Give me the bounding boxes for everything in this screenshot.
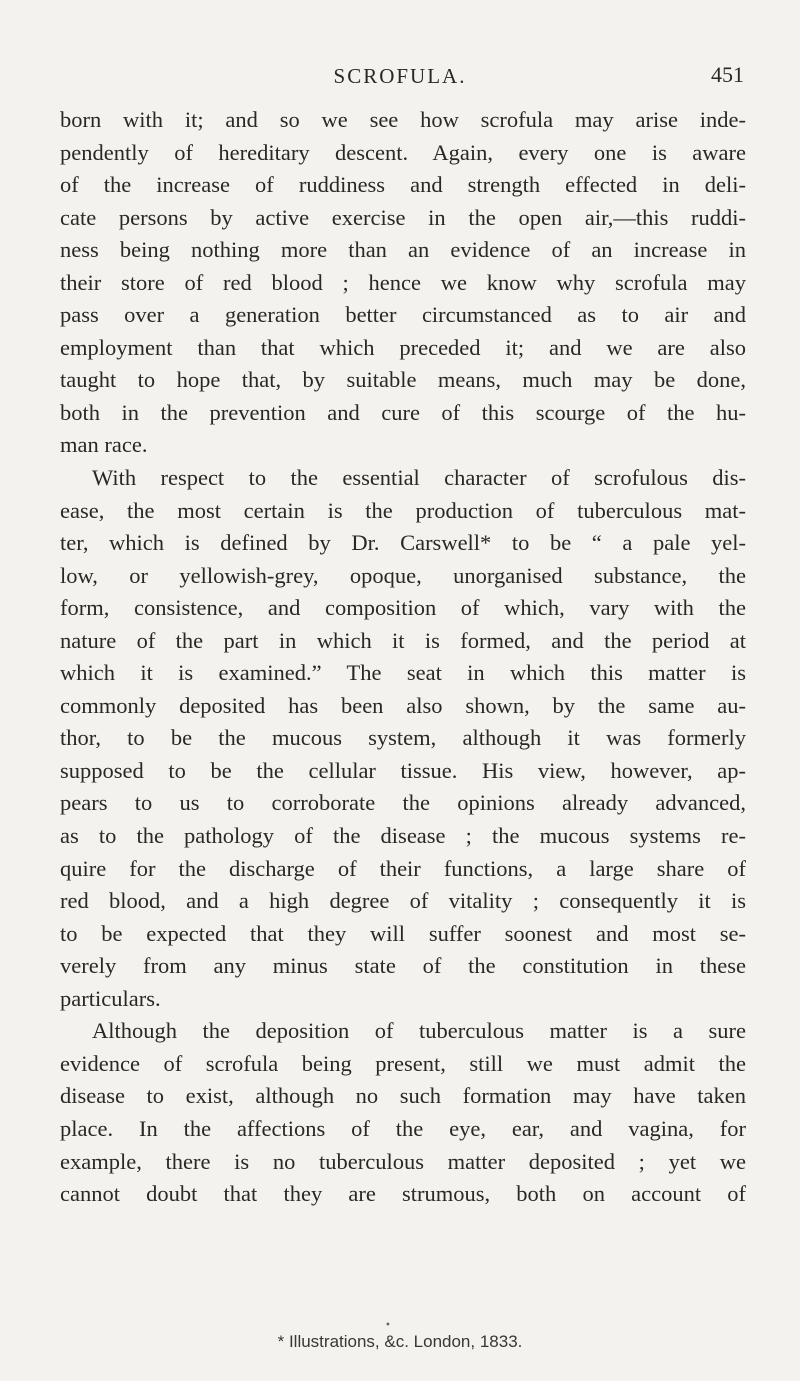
text-line: disease to exist, although no such formation may have taken: [60, 1083, 746, 1109]
text-line: place. In the affections of the eye, ear, and vagina, for: [60, 1115, 746, 1141]
text-line: of the increase of ruddiness and strength effected in deli-: [60, 172, 746, 198]
text-line: which it is examined.” The seat in which this matter is: [60, 660, 746, 686]
text-line: low, or yellowish-grey, opoque, unorganised substance, the: [60, 562, 746, 588]
page-number: 451: [711, 62, 744, 87]
running-head: [0, 60, 800, 100]
text-line: to be expected that they will suffer soonest and most se-: [60, 920, 746, 946]
text-line: cannot doubt that they are strumous, both on account of: [60, 1181, 746, 1207]
text-line: thor, to be the mucous system, although it was formerly: [60, 725, 746, 751]
text-line: verely from any minus state of the constitution in these: [60, 953, 746, 979]
text-line: taught to hope that, by suitable means, much may be done,: [60, 367, 746, 393]
text-line: as to the pathology of the disease ; the mucous systems re-: [60, 823, 746, 849]
running-title: SCROFULA.: [333, 64, 467, 88]
text-line: pendently of hereditary descent. Again, every one is aware: [60, 139, 746, 165]
text-line: born with it; and so we see how scrofula may arise inde-: [60, 107, 746, 132]
text-line: nature of the part in which it is formed, and the period at: [60, 627, 746, 653]
text-line: cate persons by active exercise in the open air,—this ruddi-: [60, 204, 746, 230]
text-line: pass over a generation better circumstanced as to air and: [60, 302, 746, 328]
text-line: man race.: [60, 432, 148, 458]
text-line: commonly deposited has been also shown, by the same au-: [60, 692, 746, 718]
text-line: red blood, and a high degree of vitality ; consequently it is: [60, 888, 746, 914]
text-line: ter, which is defined by Dr. Carswell* to be “ a pale yel-: [60, 530, 746, 556]
text-line: Although the deposition of tuberculous matter is a sure: [92, 1018, 746, 1044]
text-line: particulars.: [60, 985, 161, 1011]
text-line: ness being nothing more than an evidence of an increase in: [60, 237, 746, 263]
text-line: With respect to the essential character of scrofulous dis-: [92, 465, 746, 491]
body-text: [60, 104, 746, 1211]
text-line: both in the prevention and cure of this scourge of the hu-: [60, 399, 746, 425]
text-line: example, there is no tuberculous matter deposited ; yet we: [60, 1148, 746, 1174]
text-line: quire for the discharge of their functions, a large share of: [60, 855, 746, 881]
ink-speck: •: [385, 1320, 391, 1331]
text-line: ease, the most certain is the production of tuberculous mat-: [60, 497, 746, 523]
text-line: supposed to be the cellular tissue. His view, however, ap-: [60, 757, 746, 783]
text-line: their store of red blood ; hence we know why scrofula may: [60, 269, 746, 295]
text-line: evidence of scrofula being present, still we must admit the: [60, 1050, 746, 1076]
text-line: pears to us to corroborate the opinions already advanced,: [60, 790, 746, 816]
text-line: employment than that which preceded it; and we are also: [60, 334, 746, 360]
footnote: * Illustrations, &c. London, 1833.: [277, 1332, 523, 1351]
text-line: form, consistence, and composition of which, vary with the: [60, 595, 746, 621]
